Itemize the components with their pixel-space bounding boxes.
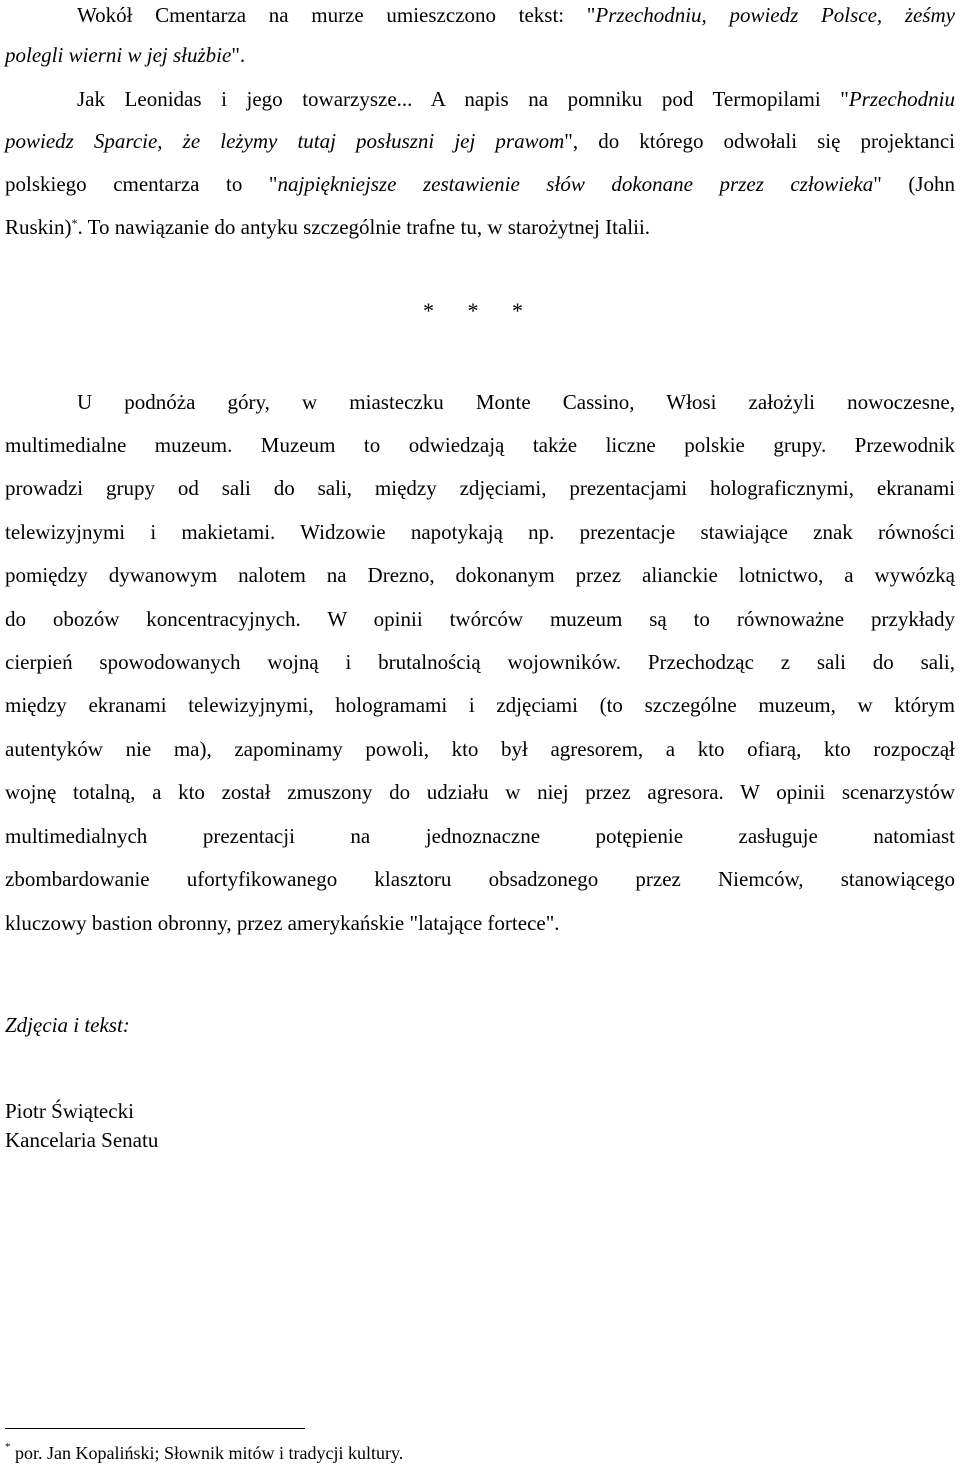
paragraph-2-line-3: polskiego cmentarza to "najpiękniejsze zestawienie słów dokonane przez człowieka" (John [5,172,955,196]
paragraph-3-line: prowadzi grupy od sali do sali, między zdjęciami, prezentacjami holograficznymi, ekranami [5,476,955,500]
paragraph-3-line: zbombardowanie ufortyfikowanego klasztoru obsadzonego przez Niemców, stanowiącego [5,867,955,891]
paragraph-3-line: telewizyjnymi i makietami. Widzowie napotykają np. prezentacje stawiające znak równości [5,520,955,544]
paragraph-3-line: multimedialnych prezentacji na jednoznaczne potępienie zasługuje natomiast [5,824,955,848]
paragraph-2-line-2: powiedz Sparcie, że leżymy tutaj posłuszni jej prawom", do którego odwołali się projektanci [5,129,956,153]
credits-institution: Kancelaria Senatu [5,1128,159,1152]
inscription-quote: Przechodniu, powiedz Polsce, żeśmy [595,3,955,27]
paragraph-2-line-4: Ruskin)*. To nawiązanie do antyku szczególnie trafne tu, w starożytnej Italii. [5,215,651,239]
footnote-reference: * [71,216,78,230]
footnote-mark: * [5,1441,11,1453]
paragraph-3-line: U podnóża góry, w miasteczku Monte Cassino, Włosi założyli nowoczesne, [77,390,955,414]
paragraph-3-line: multimedialne muzeum. Muzeum to odwiedzają także liczne polskie grupy. Przewodnik [5,433,955,457]
footnote-rule [5,1428,305,1429]
paragraph-1-line-2: polegli wierni w jej służbie". [5,43,246,67]
paragraph-3-line: autentyków nie ma), zapominamy powoli, kto był agresorem, a kto ofiarą, kto rozpoczął [5,737,955,761]
section-separator: * * * [423,298,537,323]
paragraph-1-line-1: Wokół Cmentarza na murze umieszczono tekst: "Przechodniu, powiedz Polsce, żeśmy [77,3,955,27]
paragraph-3-line: wojnę totalną, a kto został zmuszony do udziału w niej przez agresora. W opinii scenarzystów [5,780,955,804]
paragraph-3-line: cierpień spowodowanych wojną i brutalnością wojowników. Przechodząc z sali do sali, [5,650,955,674]
credits-heading: Zdjęcia i tekst: [5,1013,130,1037]
paragraph-3-line: między ekranami telewizyjnymi, hologramami i zdjęciami (to szczególne muzeum, w którym [5,693,955,717]
credits-author: Piotr Świątecki [5,1099,134,1123]
footnote-text: por. Jan Kopaliński; Słownik mitów i tradycji kultury. [10,1443,404,1463]
paragraph-2-line-1: Jak Leonidas i jego towarzysze... A napis na pomniku pod Termopilami "Przechodniu [77,87,955,111]
paragraph-3-line: pomiędzy dywanowym nalotem na Drezno, dokonanym przez alianckie lotnictwo, a wywózką [5,563,955,587]
footnote [5,1442,403,1464]
paragraph-3-line: kluczowy bastion obronny, przez amerykańskie "latające fortece". [5,911,560,935]
paragraph-3-line: do obozów koncentracyjnych. W opinii twórców muzeum są to równoważne przykłady [5,607,955,631]
